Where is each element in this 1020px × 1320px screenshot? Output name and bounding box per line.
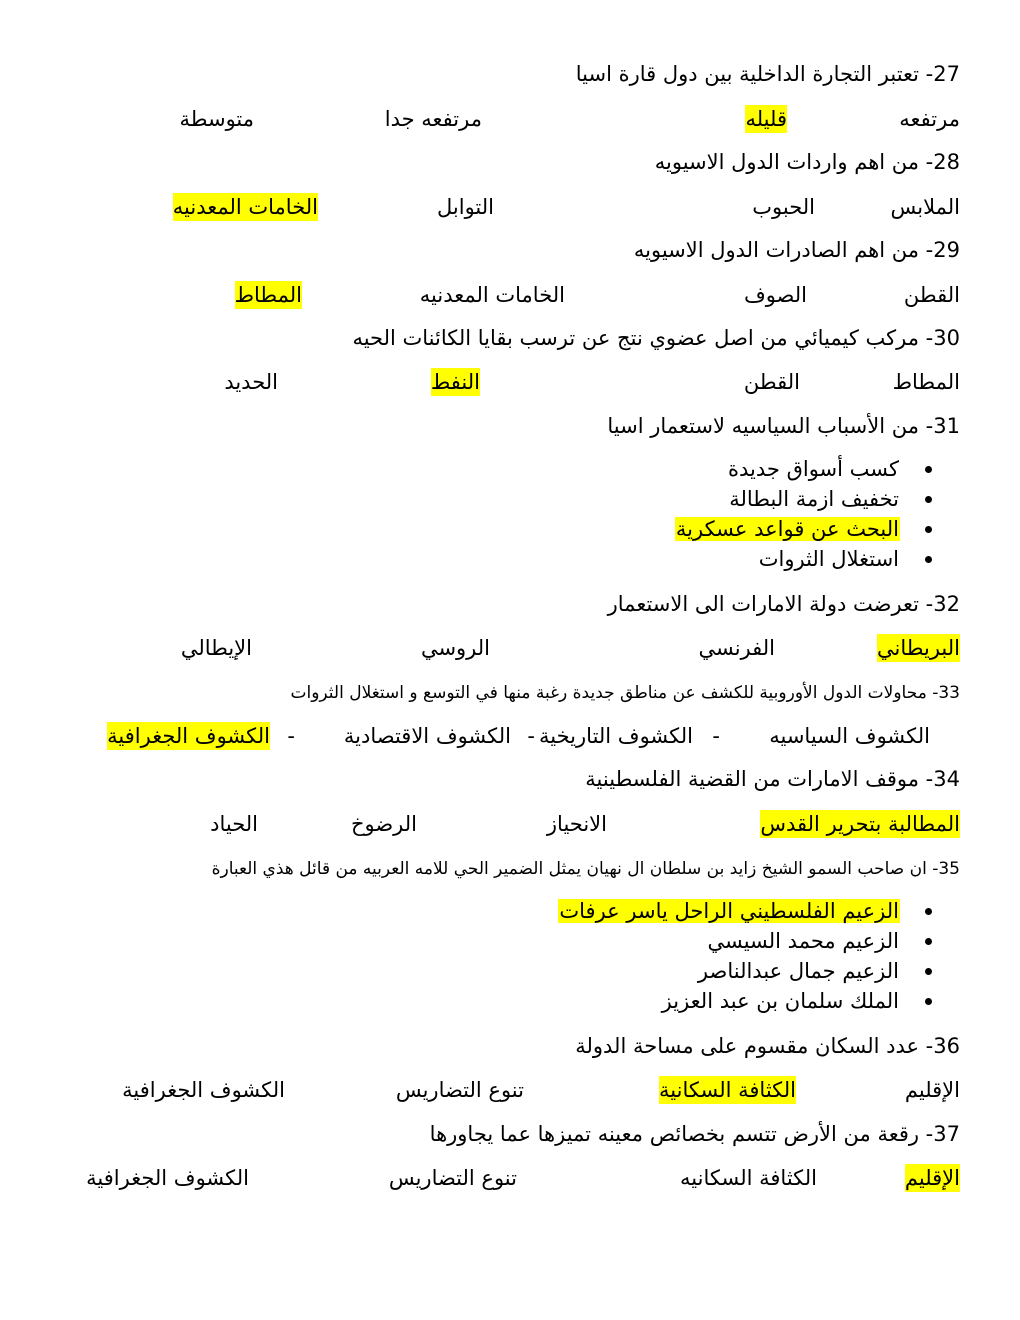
question-30: 30- مركب كيميائي من اصل عضوي نتج عن ترسب بقايا الكائنات الحيه xyxy=(352,326,960,350)
question-27: 27- تعتبر التجارة الداخلية بين دول قارة اسيا xyxy=(575,62,960,86)
option-answer: البريطاني xyxy=(877,636,960,660)
option-answer: المطاط xyxy=(234,283,302,307)
list-item: تخفيف ازمة البطالة xyxy=(675,484,900,514)
list-item-answer: الزعيم الفلسطيني الراحل ياسر عرفات xyxy=(558,896,900,926)
question-31: 31- من الأسباب السياسيه لاستعمار اسيا xyxy=(607,414,960,438)
bullet-dot-icon xyxy=(925,466,932,473)
bullet-dot-icon xyxy=(925,998,932,1005)
option-answer: الكثافة السكانية xyxy=(659,1078,796,1102)
option: الإقليم xyxy=(904,1078,960,1102)
option: متوسطة xyxy=(179,107,254,131)
question-28: 28- من اهم واردات الدول الاسيويه xyxy=(654,150,960,174)
options-34 xyxy=(0,810,1020,840)
list-item: كسب أسواق جديدة xyxy=(675,454,900,484)
option: الكشوف السياسيه xyxy=(769,724,930,748)
list-item: الزعيم جمال عبدالناصر xyxy=(558,956,900,986)
option: مرتفعه xyxy=(899,107,960,131)
bullet-dot-icon xyxy=(925,908,932,915)
separator: - xyxy=(527,724,535,748)
bullet-list-35 xyxy=(558,896,900,1016)
bullet-dot-icon xyxy=(925,968,932,975)
options-33 xyxy=(0,722,1020,752)
option-answer: المطالبة بتحرير القدس xyxy=(760,812,960,836)
option: الكشوف الجغرافية xyxy=(86,1166,249,1190)
option: الروسي xyxy=(420,636,490,660)
option-answer: النفط xyxy=(430,370,480,394)
option: تنوع التضاريس xyxy=(388,1166,517,1190)
option-answer: الإقليم xyxy=(904,1166,960,1190)
bullet-dot-icon xyxy=(925,556,932,563)
option: الملابس xyxy=(890,195,960,219)
option-answer: قليله xyxy=(745,107,787,131)
option: الإيطالي xyxy=(180,636,252,660)
bullet-dot-icon xyxy=(925,938,932,945)
option: الفرنسي xyxy=(698,636,775,660)
options-27 xyxy=(0,105,1020,135)
question-37: 37- رقعة من الأرض تتسم بخصائص معينه تميزها عما يجاورها xyxy=(429,1122,960,1146)
options-28 xyxy=(0,193,1020,223)
option: الكشوف التاريخية xyxy=(539,724,693,748)
question-36: 36- عدد السكان مقسوم على مساحة الدولة xyxy=(575,1034,960,1058)
options-29 xyxy=(0,281,1020,311)
option-answer: الكشوف الجغرافية xyxy=(107,724,270,748)
option: القطن xyxy=(743,370,800,394)
options-30 xyxy=(0,368,1020,398)
option: مرتفعه جدا xyxy=(384,107,482,131)
bullet-list-31 xyxy=(675,454,900,574)
option: الكشوف الاقتصادية xyxy=(343,724,511,748)
options-37 xyxy=(0,1164,1020,1194)
option: تنوع التضاريس xyxy=(395,1078,524,1102)
option-answer: الخامات المعدنيه xyxy=(172,195,318,219)
bullet-dot-icon xyxy=(925,526,932,533)
list-item: الملك سلمان بن عبد العزيز xyxy=(558,986,900,1016)
option: الحبوب xyxy=(752,195,815,219)
separator: - xyxy=(712,724,720,748)
option: الكثافة السكانيه xyxy=(680,1166,817,1190)
option: الحديد xyxy=(224,370,278,394)
option: الكشوف الجغرافية xyxy=(122,1078,285,1102)
option: القطن xyxy=(903,283,960,307)
list-item: استغلال الثروات xyxy=(675,544,900,574)
question-29: 29- من اهم الصادرات الدول الاسيويه xyxy=(633,238,960,262)
options-36 xyxy=(0,1076,1020,1106)
list-item: الزعيم محمد السيسي xyxy=(558,926,900,956)
bullet-dot-icon xyxy=(925,496,932,503)
option: المطاط xyxy=(892,370,960,394)
question-32: 32- تعرضت دولة الامارات الى الاستعمار xyxy=(607,592,960,616)
option: الحياد xyxy=(210,812,258,836)
option: التوابل xyxy=(436,195,494,219)
option: الرضوخ xyxy=(350,812,417,836)
options-32 xyxy=(0,634,1020,664)
option: الانحياز xyxy=(546,812,607,836)
question-35: 35- ان صاحب السمو الشيخ زايد بن سلطان ال نهيان يمثل الضمير الحي للامه العربيه من قائل هذي العبارة xyxy=(211,859,960,879)
option: الصوف xyxy=(743,283,807,307)
option: الخامات المعدنيه xyxy=(419,283,565,307)
question-33: 33- محاولات الدول الأوروبية للكشف عن مناطق جديدة رغبة منها في التوسع و استغلال الثروات xyxy=(290,683,960,703)
question-34: 34- موقف الامارات من القضية الفلسطينية xyxy=(585,767,960,791)
list-item-answer: البحث عن قواعد عسكرية xyxy=(675,514,900,544)
separator: - xyxy=(287,724,295,748)
